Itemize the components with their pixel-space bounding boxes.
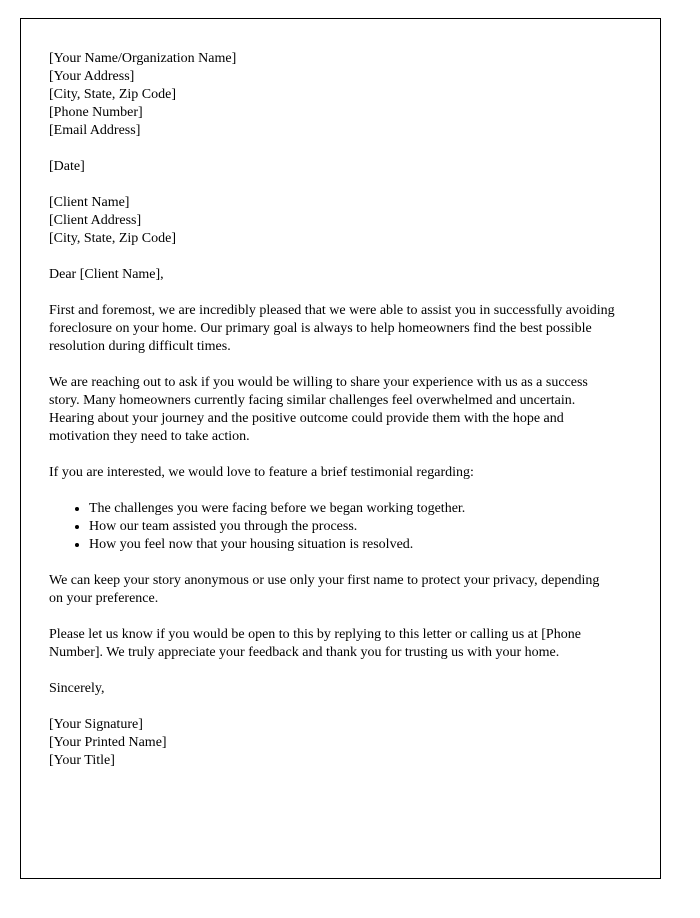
sender-address-line: [Your Address] xyxy=(49,69,135,84)
paragraph-testimonial-lead: If you are interested, we would love to feature a brief testimonial regarding: xyxy=(49,465,474,480)
sender-email-line: [Email Address] xyxy=(49,123,141,138)
date-block xyxy=(49,158,615,176)
sender-city-line: [City, State, Zip Code] xyxy=(49,87,177,102)
sender-phone-line: [Phone Number] xyxy=(49,105,143,120)
recipient-address-line: [Client Address] xyxy=(49,213,142,228)
bullet-challenges: • The challenges you were facing before we began working together. xyxy=(89,500,615,518)
bullet-team-assist: • How our team assisted you through the process. xyxy=(89,518,615,536)
paragraph-request: We are reaching out to ask if you would be willing to share your experience with us as a success story. Many homeowners currently facing similar challenges feel overwhelmed and uncertain. Hearing about your journey and the positive outcome could provide them with the hope and motivation they need to take action. xyxy=(49,375,588,444)
signature-line: [Your Signature] xyxy=(49,717,143,732)
title-line: [Your Title] xyxy=(49,753,115,768)
bullet-resolved: • How you feel now that your housing situation is resolved. xyxy=(89,536,615,554)
paragraph-privacy: We can keep your story anonymous or use only your first name to protect your privacy, depending on your preference. xyxy=(49,573,600,606)
date-line: [Date] xyxy=(49,159,85,174)
paragraph-intro: First and foremost, we are incredibly pleased that we were able to assist you in successfully avoiding foreclosure on your home. Our primary goal is always to help homeowners find the best possible resolution during difficult times. xyxy=(49,303,615,354)
recipient-city-line: [City, State, Zip Code] xyxy=(49,231,177,246)
sender-address-block xyxy=(49,50,615,140)
paragraph-reply: Please let us know if you would be open to this by replying to this letter or calling us at [Phone Number]. We truly appreciate your feedback and thank you for trusting us with your home. xyxy=(49,627,581,660)
closing: Sincerely, xyxy=(49,681,105,696)
recipient-address-block xyxy=(49,194,615,248)
printed-name-line: [Your Printed Name] xyxy=(49,735,167,750)
signature-block xyxy=(49,716,615,770)
recipient-name-line: [Client Name] xyxy=(49,195,130,210)
salutation: Dear [Client Name], xyxy=(49,267,164,282)
testimonial-bullet-list xyxy=(49,500,615,554)
letter-page xyxy=(20,18,661,879)
sender-name-line: [Your Name/Organization Name] xyxy=(49,51,237,66)
